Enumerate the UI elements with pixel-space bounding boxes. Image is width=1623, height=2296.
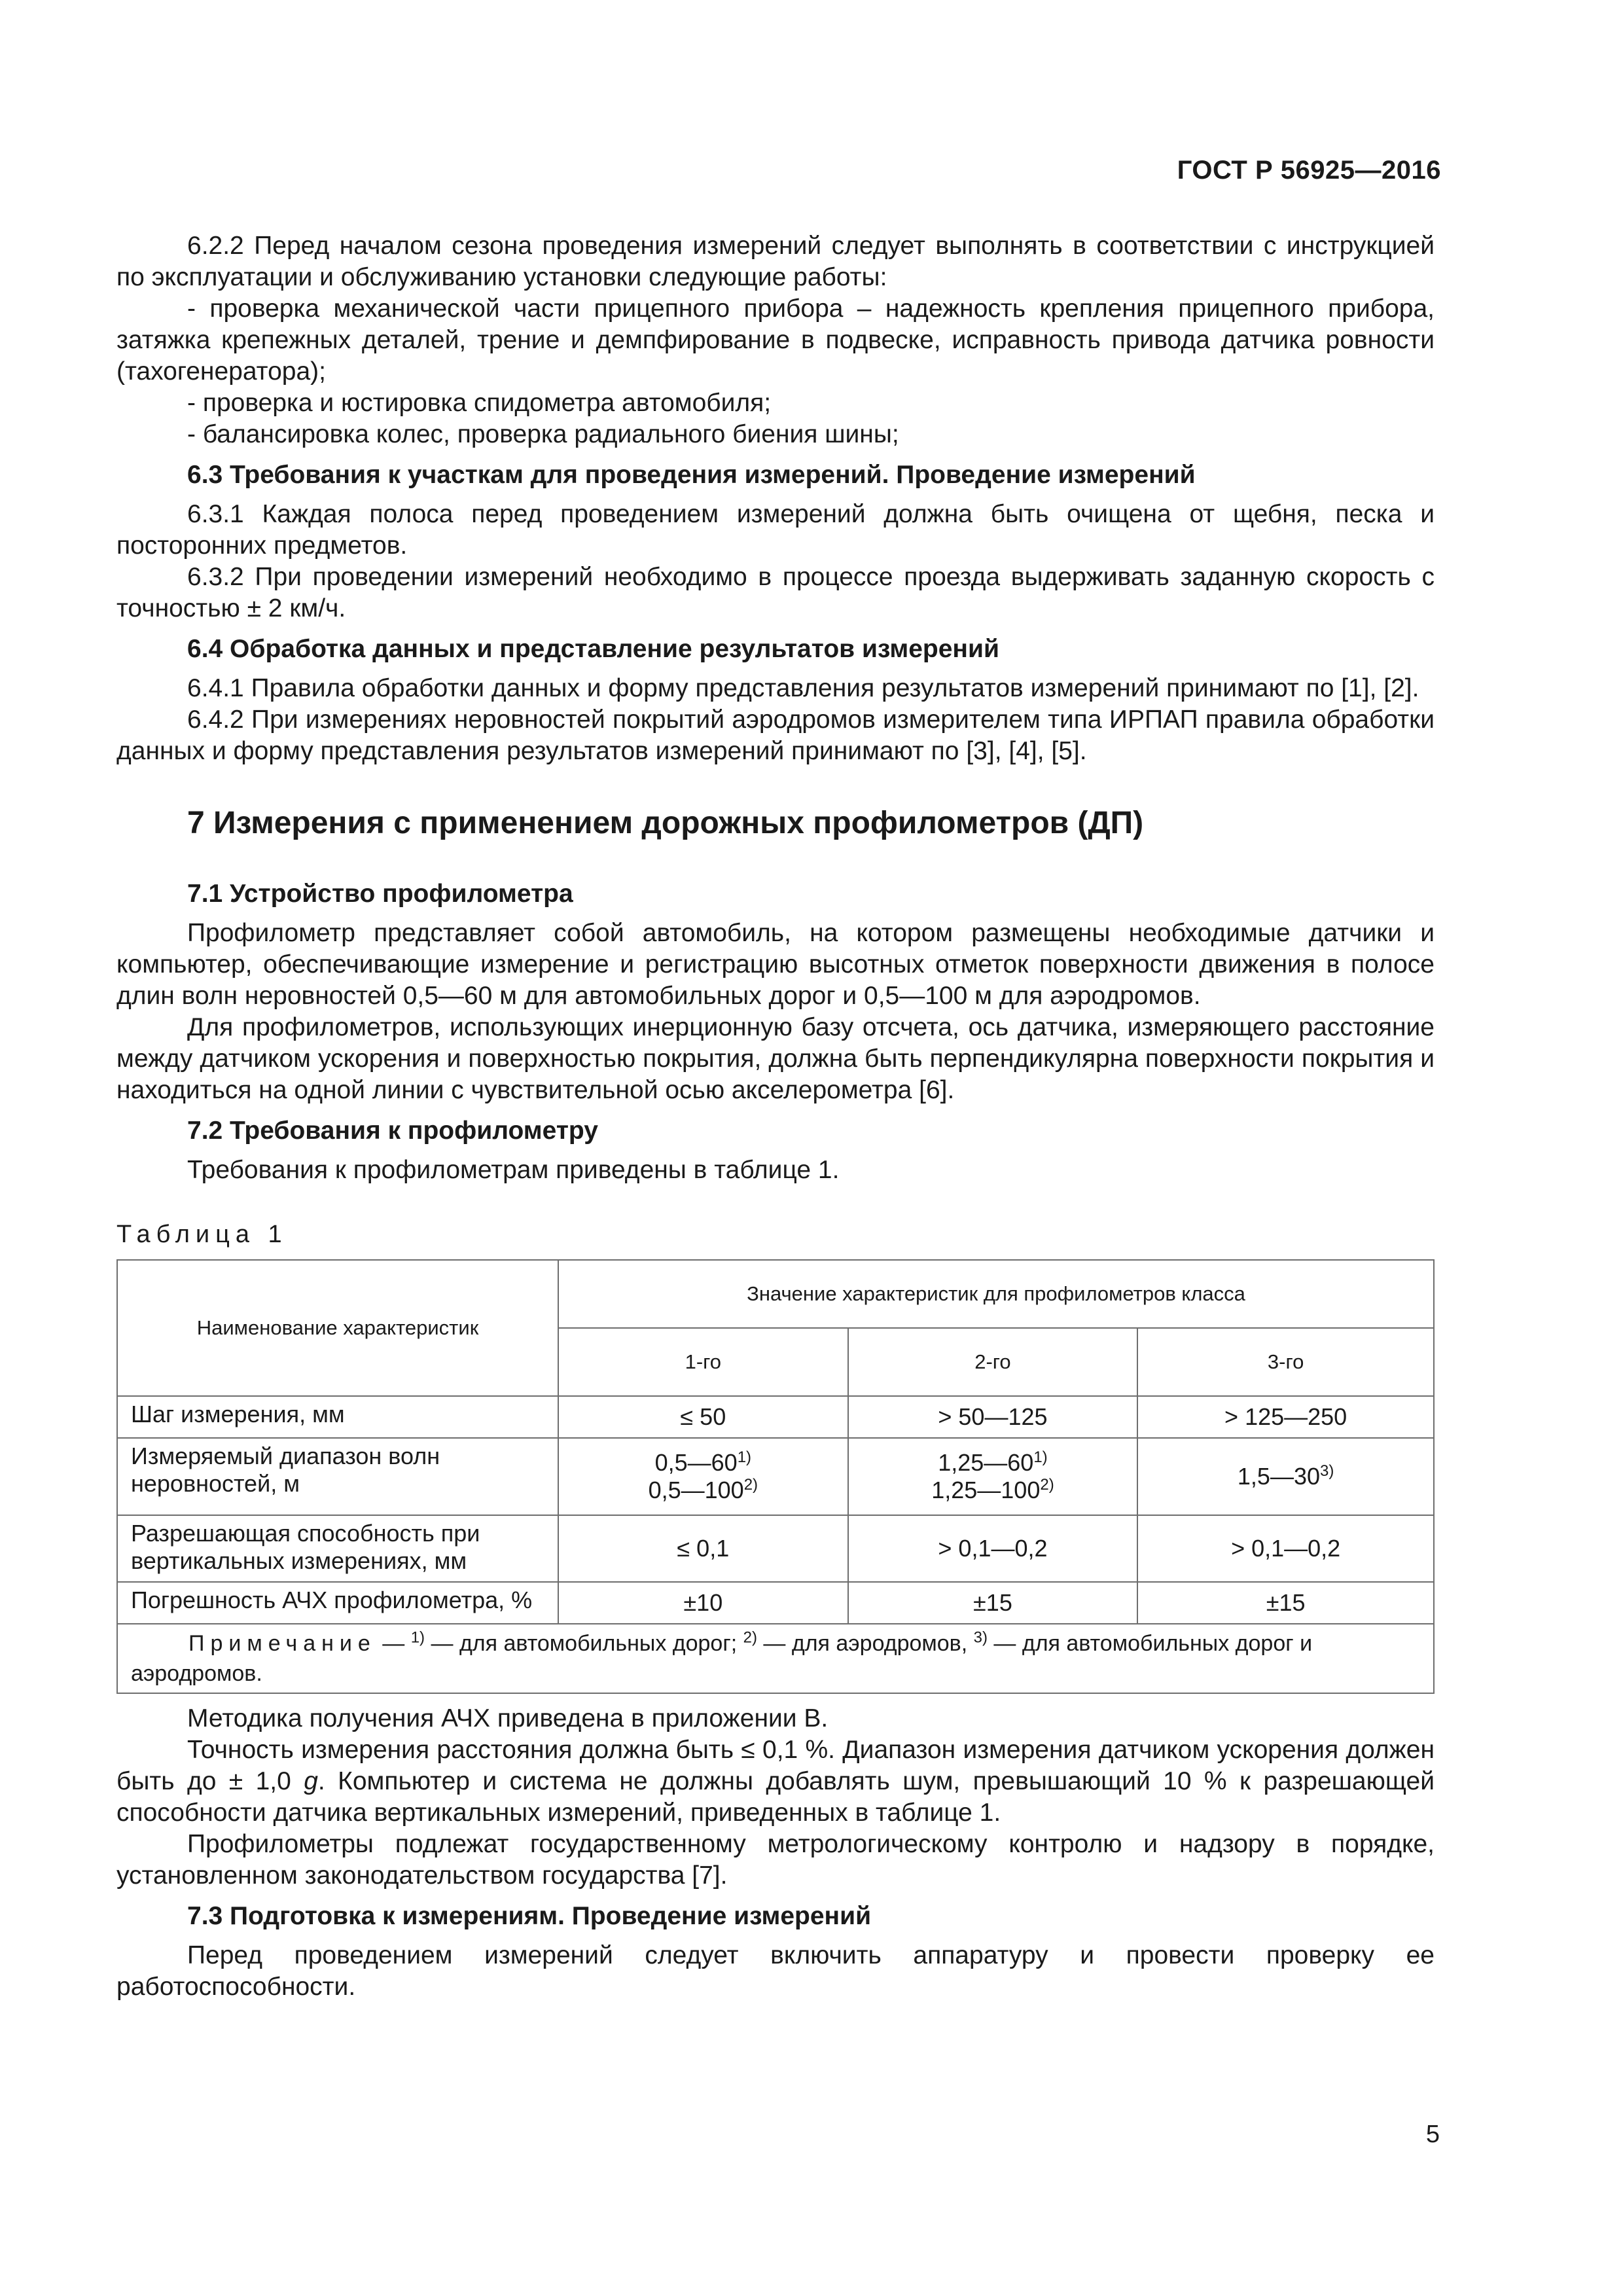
footnote-ref: 1) xyxy=(410,1628,425,1647)
heading-7-1: 7.1 Устройство профилометра xyxy=(187,880,573,908)
paragraph-after-table-2 xyxy=(116,1734,1435,1829)
requirements-table xyxy=(116,1259,1435,1694)
table-row xyxy=(117,1438,1434,1515)
cell-value: ±15 xyxy=(1137,1582,1434,1624)
note-text: — для автомобильных дорог; xyxy=(425,1631,743,1656)
footnote-ref: 2) xyxy=(743,1476,758,1494)
footnote-ref: 1) xyxy=(737,1448,752,1466)
table-header-row xyxy=(117,1260,1434,1328)
note-label: Примечание xyxy=(188,1631,376,1656)
row-label: Измеряемый диапазон волн неровностей, м xyxy=(117,1438,558,1515)
header-class-2: 2-го xyxy=(848,1328,1138,1396)
header-class-3: 3-го xyxy=(1137,1328,1434,1396)
value-text: 0,5—60 xyxy=(654,1449,738,1476)
cell-value: ±15 xyxy=(848,1582,1138,1624)
cell-value: ≤ 50 xyxy=(558,1396,848,1438)
value-text: 0,5—100 xyxy=(648,1477,744,1503)
cell-value: > 0,1—0,2 xyxy=(848,1515,1138,1582)
cell-value xyxy=(848,1438,1138,1515)
list-item: - проверка механической части прицепного прибора – надежность крепления прицепного прибора, затяжка крепежных деталей, трение и демпфирование в подвеске, исправность привода датчика ровности (тахогенератора); xyxy=(116,295,1435,386)
cell-value: > 125—250 xyxy=(1137,1396,1434,1438)
cell-value xyxy=(558,1438,848,1515)
heading-6-3: 6.3 Требования к участкам для проведения измерений. Проведение измерений xyxy=(187,461,1196,489)
paragraph-text: . Компьютер и система не должны добавлять шум, превышающий 10 % к разрешающей способности датчика вертикальных измерений, приведенных в таблице 1. xyxy=(116,1767,1435,1827)
paragraph-6-3-1: 6.3.1 Каждая полоса перед проведением измерений должна быть очищена от щебня, песка и посторонних предметов. xyxy=(116,500,1435,560)
paragraph-7-3: Перед проведением измерений следует включить аппаратуру и провести проверку ее работоспособности. xyxy=(116,1941,1435,2001)
note-text: — для автомобильных дорог и аэродромов. xyxy=(131,1631,1313,1686)
table-row xyxy=(117,1396,1434,1438)
header-characteristic-name: Наименование характеристик xyxy=(117,1260,558,1396)
paragraph-after-table-3: Профилометры подлежат государственному метрологическому контролю и надзору в порядке, установленном законодательством государства [7]. xyxy=(116,1830,1435,1890)
table-row xyxy=(117,1515,1434,1582)
cell-value: > 0,1—0,2 xyxy=(1137,1515,1434,1582)
value-text: 1,25—100 xyxy=(931,1477,1041,1503)
value-text: 1,5—30 xyxy=(1237,1463,1320,1490)
note-dash: — xyxy=(376,1631,411,1656)
paragraph-7-1-a: Профилометр представляет собой автомобиль, на котором размещены необходимые датчики и компьютер, обеспечивающие измерение и регистрацию высотных отметок поверхности движения в полосе длин волн неровностей 0,5—60 м для автомобильных дорог и 0,5—100 м для аэродромов. xyxy=(116,919,1435,1010)
paragraph-6-4-2: 6.4.2 При измерениях неровностей покрытий аэродромов измерителем типа ИРПАП правила обработки данных и форму представления результатов измерений принимают по [3], [4], [5]. xyxy=(116,706,1435,765)
table-row xyxy=(117,1582,1434,1624)
document-body xyxy=(116,230,1435,2003)
table-caption: Таблица 1 xyxy=(116,1221,288,1248)
footnote-ref: 2) xyxy=(1040,1476,1054,1494)
heading-7-3: 7.3 Подготовка к измерениям. Проведение измерений xyxy=(187,1902,872,1930)
page-number: 5 xyxy=(1425,2121,1440,2148)
row-label: Погрешность АЧХ профилометра, % xyxy=(117,1582,558,1624)
table-note-row xyxy=(117,1624,1434,1693)
paragraph-6-3-2: 6.3.2 При проведении измерений необходимо в процессе проезда выдерживать заданную скорость с точностью ± 2 км/ч. xyxy=(116,563,1435,622)
list-item: - балансировка колес, проверка радиального биения шины; xyxy=(187,420,899,448)
row-label: Разрешающая способность при вертикальных измерениях, мм xyxy=(117,1515,558,1582)
cell-value: > 50—125 xyxy=(848,1396,1138,1438)
paragraph-6-4-1: 6.4.1 Правила обработки данных и форму представления результатов измерений принимают по [1], [2]. xyxy=(187,674,1419,702)
header-class-1: 1-го xyxy=(558,1328,848,1396)
footnote-ref: 2) xyxy=(743,1628,757,1647)
footnote-ref: 1) xyxy=(1033,1448,1048,1466)
symbol-g: g xyxy=(304,1767,318,1795)
row-label: Шаг измерения, мм xyxy=(117,1396,558,1438)
list-item: - проверка и юстировка спидометра автомобиля; xyxy=(187,389,772,417)
document-code: ГОСТ Р 56925—2016 xyxy=(1177,156,1441,185)
heading-7-2: 7.2 Требования к профилометру xyxy=(187,1117,598,1145)
footnote-ref: 3) xyxy=(1320,1462,1334,1480)
note-text: — для аэродромов, xyxy=(757,1631,974,1656)
paragraph-text: Точность измерения расстояния должна быть ≤ 0,1 %. Диапазон измерения датчиком ускорения должен быть до ± 1,0 xyxy=(116,1736,1435,1795)
paragraph-after-table-1: Методика получения АЧХ приведена в приложении В. xyxy=(187,1704,829,1732)
cell-value: ±10 xyxy=(558,1582,848,1624)
paragraph-7-2: Требования к профилометрам приведены в таблице 1. xyxy=(187,1156,840,1184)
header-class-group: Значение характеристик для профилометров класса xyxy=(558,1260,1434,1328)
footnote-ref: 3) xyxy=(973,1628,988,1647)
paragraph-6-2-2: 6.2.2 Перед началом сезона проведения измерений следует выполнять в соответствии с инструкцией по эксплуатации и обслуживанию установки следующие работы: xyxy=(116,232,1435,291)
cell-value xyxy=(1137,1438,1434,1515)
cell-value: ≤ 0,1 xyxy=(558,1515,848,1582)
section-heading-7: 7 Измерения с применением дорожных профилометров (ДП) xyxy=(187,806,1144,840)
heading-6-4: 6.4 Обработка данных и представление результатов измерений xyxy=(187,635,999,663)
value-text: 1,25—60 xyxy=(938,1449,1034,1476)
paragraph-7-1-b: Для профилометров, использующих инерционную базу отсчета, ось датчика, измеряющего расстояние между датчиком ускорения и поверхностью покрытия, должна быть перпендикулярна поверхности покрытия и находиться на одной линии с чувствительной осью акселерометра [6]. xyxy=(116,1013,1435,1104)
table-note xyxy=(117,1624,1434,1693)
